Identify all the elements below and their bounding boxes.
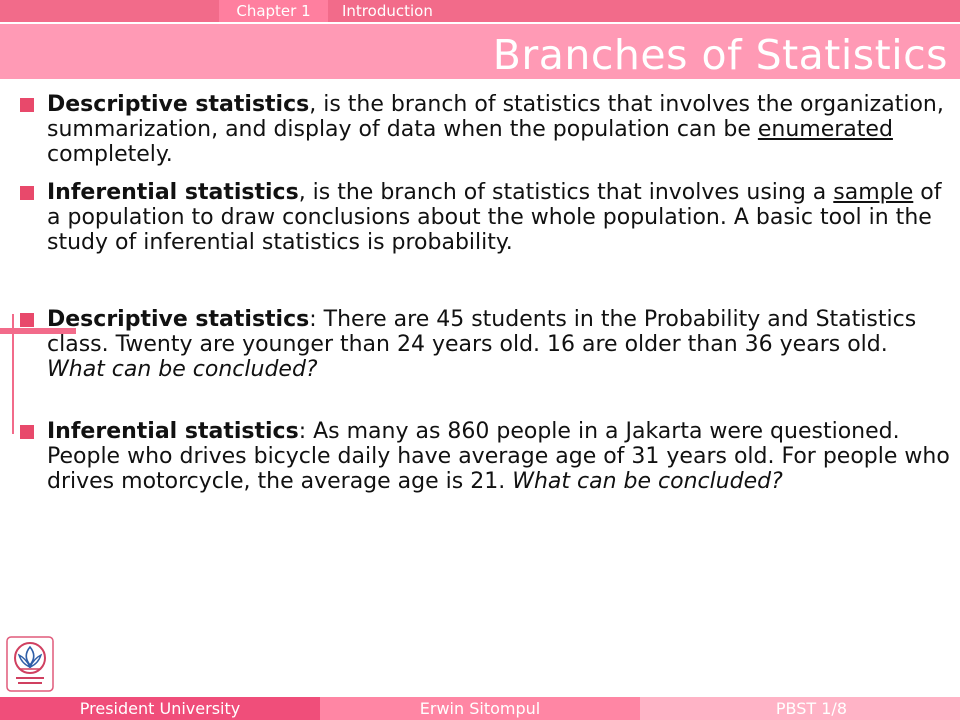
example-question: What can be concluded? [512, 469, 783, 494]
bullet-list [20, 92, 952, 494]
footer-page-number: PBST 1/8 [775, 699, 847, 718]
definition-text: , is the branch of statistics that involves the organization, summarization, and display of data when the population can be [47, 92, 944, 142]
example-question: What can be concluded? [47, 357, 318, 382]
bullet-item-descriptive-definition [20, 92, 952, 167]
tab-chapter: Chapter 1 [219, 0, 328, 22]
term-descriptive: Descriptive statistics [47, 307, 310, 332]
square-bullet-icon [20, 98, 34, 112]
definition-text: , is the branch of statistics that involves using a [298, 180, 834, 205]
example-text: : There are 45 students in the Probability and Statistics class. Twenty are younger than 24 years old. 16 are older than 36 years old. [47, 307, 917, 357]
footer-institution: President University [0, 697, 320, 720]
square-bullet-icon [20, 425, 34, 439]
square-bullet-icon [20, 186, 34, 200]
bullet-item-inferential-example [20, 419, 952, 494]
underlined-word: enumerated [757, 117, 893, 142]
slide-title: Branches of Statistics [492, 31, 948, 79]
footer-bar [0, 697, 960, 720]
underlined-word: sample [833, 180, 914, 205]
title-bar [0, 24, 960, 79]
square-bullet-icon [20, 313, 34, 327]
term-inferential: Inferential statistics [47, 419, 299, 444]
term-inferential: Inferential statistics [47, 180, 299, 205]
term-descriptive: Descriptive statistics [47, 92, 310, 117]
definition-text: completely. [47, 142, 173, 167]
tab-introduction: Introduction [342, 2, 433, 20]
definition-text: of a population to draw conclusions about the whole population. A basic tool in the study of inferential statistics is probability. [47, 180, 942, 255]
accent-bar-vertical [12, 314, 14, 434]
example-text: : As many as 860 people in a Jakarta were questioned. People who drives bicycle daily have average age of 31 years old. For people who drives motorcycle, the average age is 21. [47, 419, 950, 494]
university-logo-icon [6, 636, 54, 692]
top-tab-bar [0, 0, 960, 22]
footer-page-segment [640, 697, 960, 720]
bullet-item-inferential-definition [20, 180, 952, 255]
footer-author: Erwin Sitompul [320, 697, 640, 720]
bullet-item-descriptive-example [20, 307, 952, 382]
